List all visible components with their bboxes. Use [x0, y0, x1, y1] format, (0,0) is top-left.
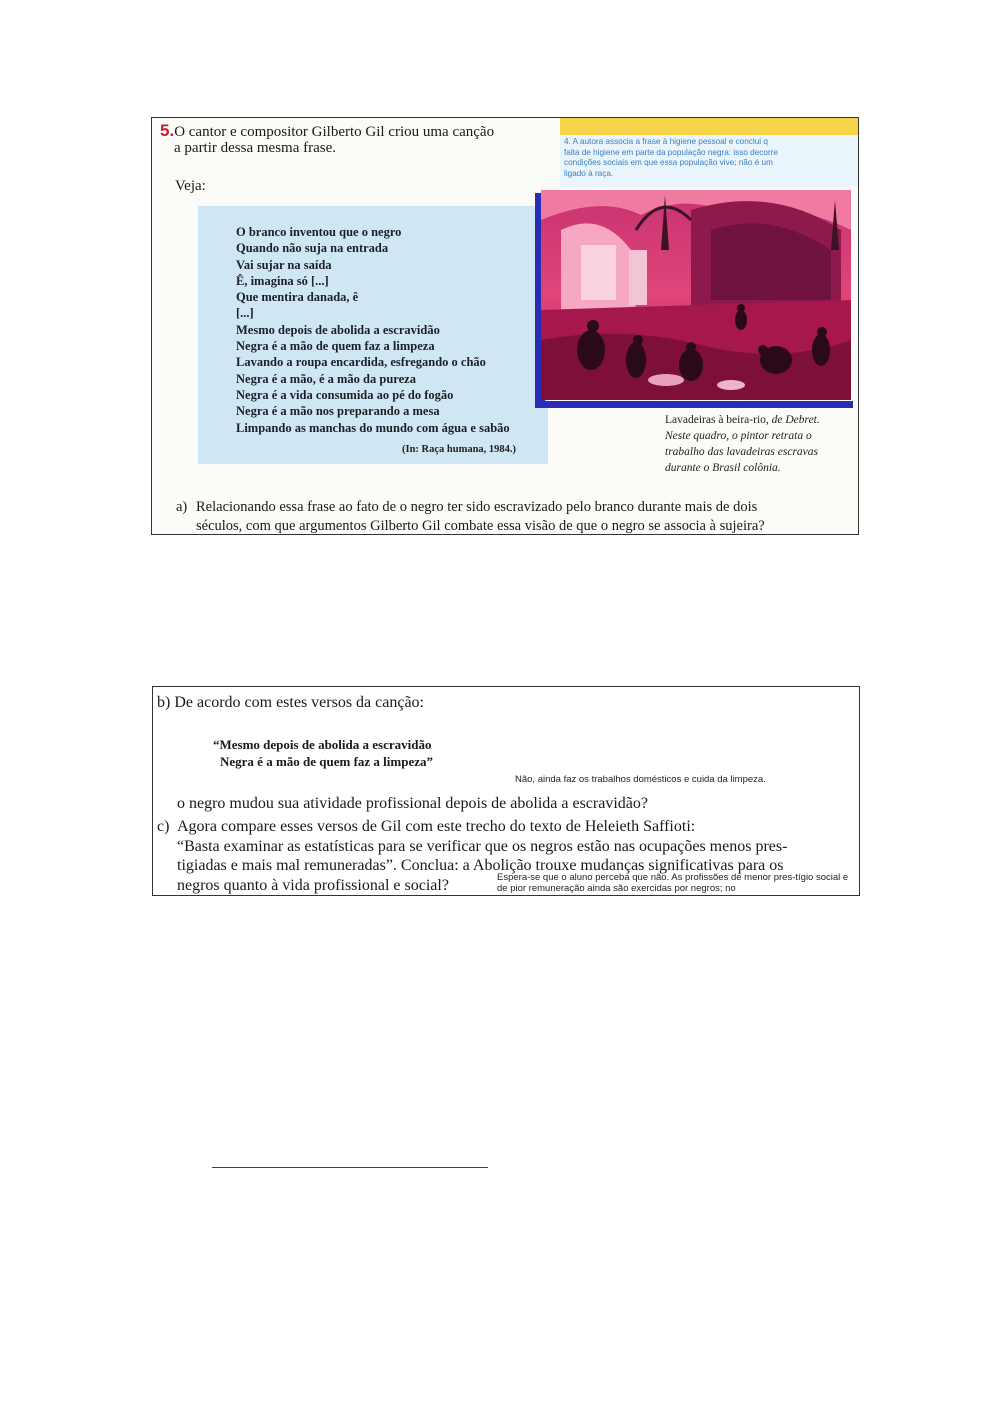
- caption-title: Lavadeiras à beira-rio,: [665, 414, 769, 426]
- poem-line: Ê, imagina só [...]: [236, 273, 329, 288]
- painting-lavadeiras-image: [541, 190, 851, 400]
- poem-line: Negra é a mão de quem faz a limpeza: [236, 339, 435, 354]
- poem-source: (In: Raça humana, 1984.): [402, 444, 517, 455]
- poem-line: Vai sujar na saída: [236, 257, 332, 272]
- veja-label: Veja:: [175, 178, 206, 194]
- question-5-line-2: a partir dessa mesma frase.: [174, 140, 337, 156]
- caption-author: de Debret.: [771, 414, 820, 426]
- question-5-line-1: 5.O cantor e compositor Gilberto Gil criou uma canção: [160, 121, 495, 140]
- poem-line: Quando não suja na entrada: [236, 241, 389, 256]
- poem-line: Lavando a roupa encardida, esfregando o chão: [236, 355, 486, 370]
- verse-line: “Mesmo depois de abolida a escravidão: [213, 737, 432, 752]
- answer-b: Não, ainda faz os trabalhos domésticos e cuida da limpeza.: [515, 774, 766, 785]
- quoted-verses: [213, 736, 433, 770]
- poem-line: Negra é a vida consumida ao pé do fogão: [236, 387, 454, 402]
- teacher-note-text: 4. A autora associa a frase à higiene pessoal e conclui q falta de higiene em parte da população negra: isso decorre condições sociais em que essa população vive; não é um ligado à raça.: [564, 137, 778, 178]
- painting-caption: Lavadeiras à beira-rio, de Debret. Neste quadro, o pintor retrata o trabalho das lavadeiras escravas durante o Brasil colônia.: [665, 414, 820, 474]
- questions-b-c-box: [152, 686, 860, 896]
- poem-line: Negra é a mão nos preparando a mesa: [236, 404, 440, 419]
- poem-line: Que mentira danada, ê: [236, 290, 359, 305]
- question-c: c) Agora compare esses versos de Gil com este trecho do texto de Heleieth Saffioti: “Basta examinar as estatísticas para se verificar que os negros estão nas ocupações menos pres- tigiadas e mais mal remuneradas”. Conclua: a Abolição trouxe mudanças significativas para os negros quanto à vida profissional e social?: [157, 818, 788, 894]
- verse-line: Negra é a mão de quem faz a limpeza”: [220, 754, 434, 769]
- answer-c: Espera-se que o aluno perceba que não. As profissões de menor pres-tígio social e de pior remuneração ainda são exercidas por negros; no: [497, 872, 849, 894]
- poem: [236, 224, 510, 436]
- question-c-marker: c): [157, 818, 170, 835]
- question-b-heading: b) De acordo com estes versos da canção:: [157, 694, 424, 711]
- poem-line: Negra é a mão, é a mão da pureza: [236, 371, 416, 386]
- exercise-5-box: [151, 117, 859, 535]
- question-a-marker: a): [176, 499, 188, 515]
- poem-line: [...]: [236, 306, 254, 321]
- question-b-continuation: o negro mudou sua atividade profissional depois de abolida a escravidão?: [177, 795, 648, 812]
- painting-frame-bottom: [535, 401, 853, 408]
- poem-line: Mesmo depois de abolida a escravidão: [236, 322, 440, 337]
- footnote-separator: [212, 1167, 488, 1168]
- teacher-note-header: [560, 118, 859, 135]
- poem-line: O branco inventou que o negro: [236, 225, 402, 239]
- question-a: a) Relacionando essa frase ao fato de o negro ter sido escravizado pelo branco durante mais de dois séculos, com que argumentos Gilberto Gil combate essa visão de que o negro se associa à sujeira?: [176, 499, 765, 534]
- question-number: 5.: [160, 121, 175, 140]
- poem-line: Limpando as manchas do mundo com água e sabão: [236, 420, 510, 435]
